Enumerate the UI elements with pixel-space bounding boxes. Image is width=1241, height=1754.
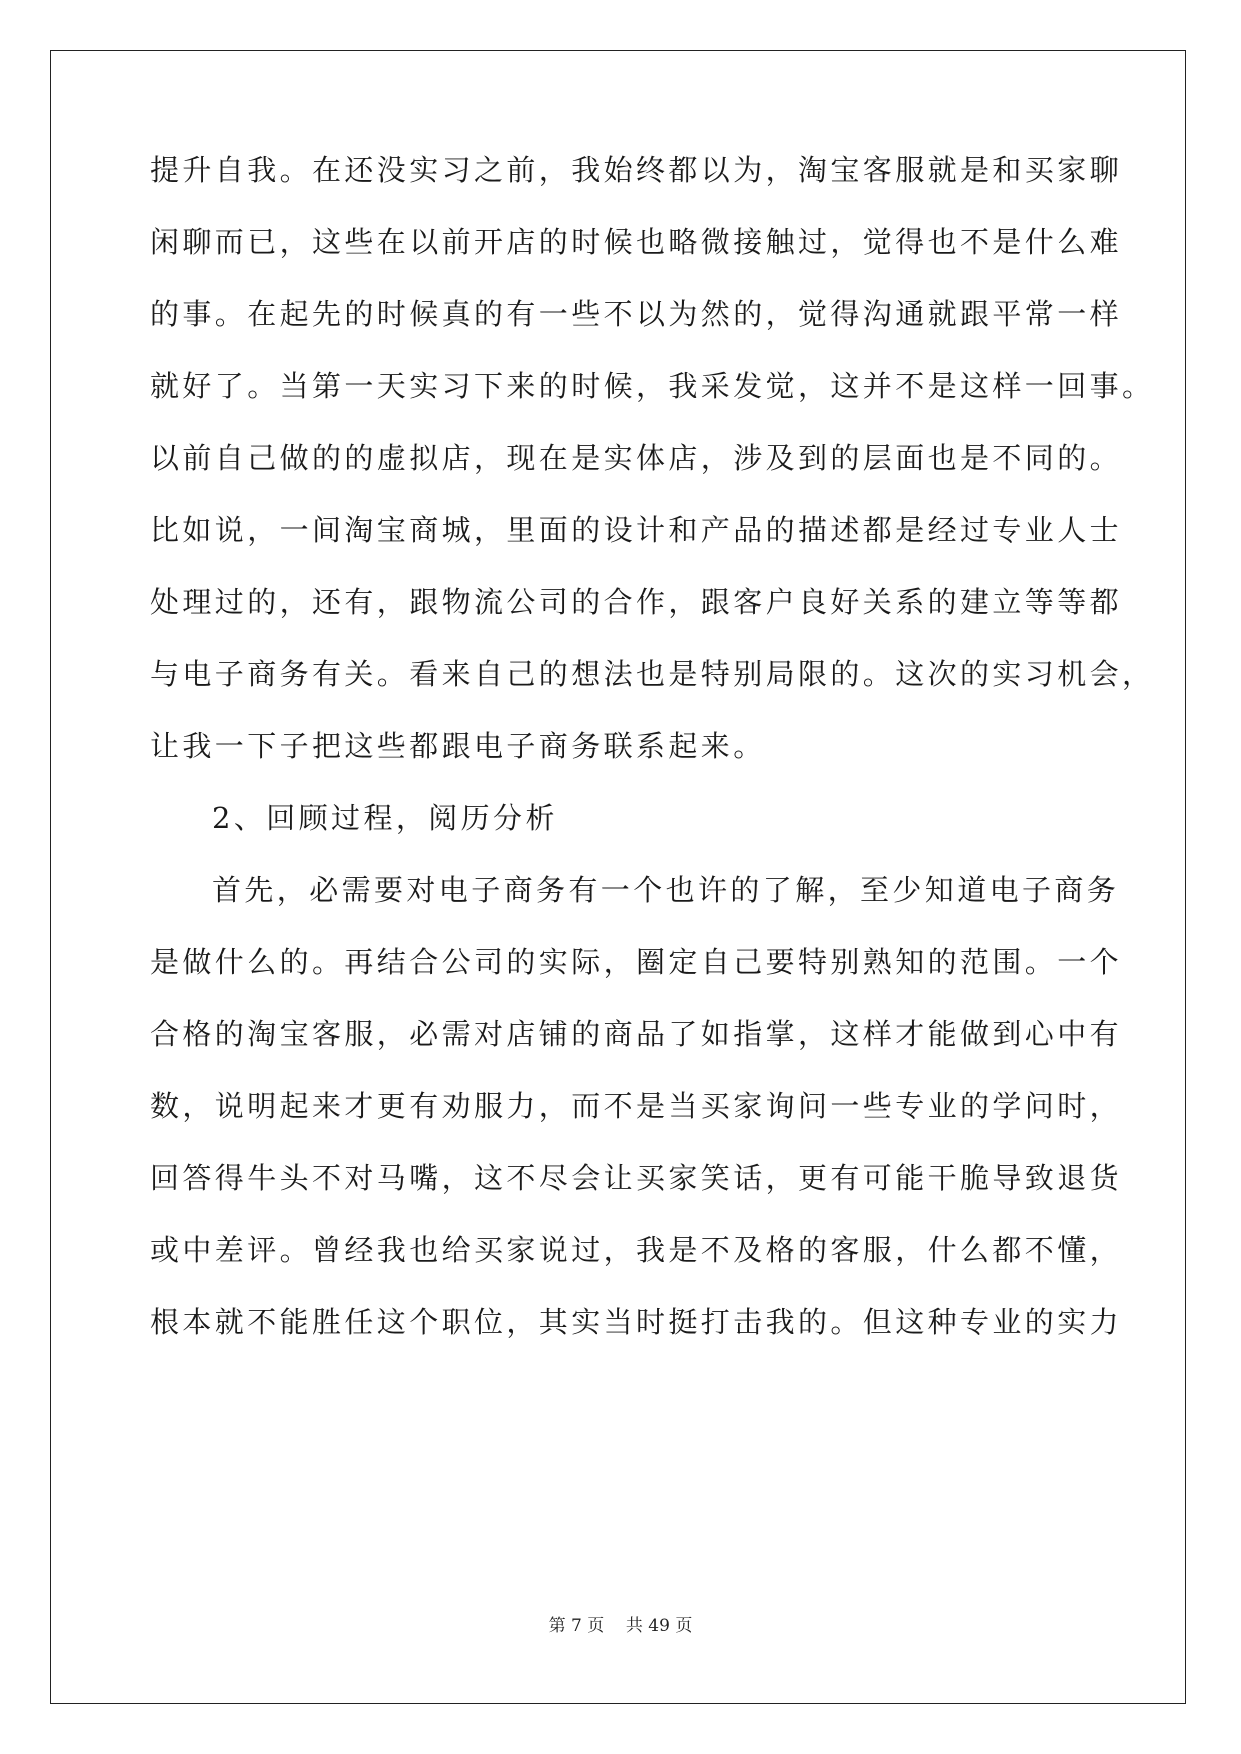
text-line: 的事。在起先的时候真的有一些不以为然的，觉得沟通就跟平常一样	[150, 297, 1123, 331]
text-line: 回答得牛头不对马嘴，这不尽会让买家笑话，更有可能干脆导致退货	[150, 1161, 1123, 1195]
text-line: 数，说明起来才更有劝服力，而不是当买家询问一些专业的学问时，	[150, 1089, 1123, 1123]
text-line: 比如说，一间淘宝商城，里面的设计和产品的描述都是经过专业人士	[150, 513, 1123, 547]
text-line: 让我一下子把这些都跟电子商务联系起来。	[150, 729, 766, 763]
text-line: 是做什么的。再结合公司的实际，圈定自己要特别熟知的范围。一个	[150, 945, 1123, 979]
text-line: 或中差评。曾经我也给买家说过，我是不及格的客服，什么都不懂，	[150, 1233, 1123, 1267]
section-heading: 2、回顾过程，阅历分析	[212, 801, 558, 835]
page-number-footer: 第 7 页 共 49 页	[548, 1616, 693, 1636]
text-line: 闲聊而已，这些在以前开店的时候也略微接触过，觉得也不是什么难	[150, 225, 1123, 259]
text-line: 以前自己做的的虚拟店，现在是实体店，涉及到的层面也是不同的。	[150, 441, 1123, 475]
text-line: 提升自我。在还没实习之前，我始终都以为，淘宝客服就是和买家聊	[150, 153, 1123, 187]
text-line: 处理过的，还有，跟物流公司的合作，跟客户良好关系的建立等等都	[150, 585, 1123, 619]
text-line: 根本就不能胜任这个职位，其实当时挺打击我的。但这种专业的实力	[150, 1305, 1123, 1339]
text-line: 就好了。当第一天实习下来的时候，我采发觉，这并不是这样一回事。	[150, 369, 1155, 403]
text-line: 首先，必需要对电子商务有一个也许的了解，至少知道电子商务	[212, 873, 1120, 907]
text-line: 合格的淘宝客服，必需对店铺的商品了如指掌，这样才能做到心中有	[150, 1017, 1123, 1051]
text-line: 与电子商务有关。看来自己的想法也是特别局限的。这次的实习机会，	[150, 657, 1155, 691]
